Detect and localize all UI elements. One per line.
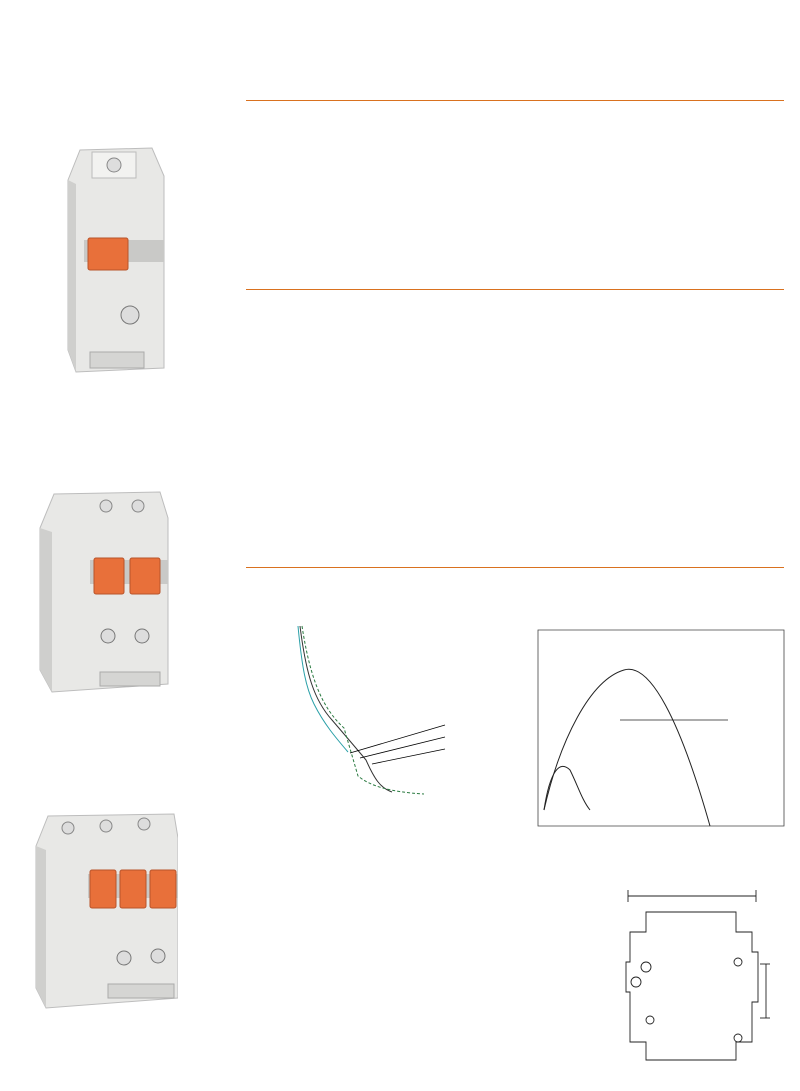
c-type-curve (300, 626, 392, 792)
curve-heading (246, 564, 784, 568)
trip-curve-chart (240, 608, 530, 833)
dimension-drawings (246, 872, 791, 1072)
b-type-curve (298, 626, 348, 752)
side-view (626, 890, 770, 1060)
prospective-curve (544, 669, 710, 826)
breaker-2p-image (30, 488, 170, 698)
breaker-1p-image (60, 140, 170, 380)
short-circuit-diagram (530, 620, 790, 840)
limited-curve (544, 766, 590, 810)
breaker-3p-image (28, 812, 178, 1012)
d-type-curve (302, 626, 424, 794)
specification-heading (246, 286, 784, 290)
applications-heading (246, 97, 784, 101)
